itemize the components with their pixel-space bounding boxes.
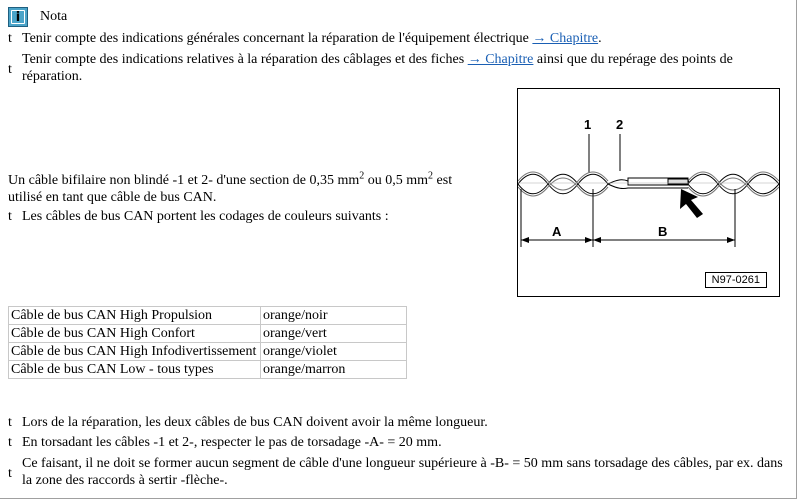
color-cell: orange/violet (261, 343, 407, 361)
arrowhead (521, 237, 529, 243)
twisted-cable (518, 172, 779, 196)
table-row (9, 307, 407, 325)
color-cell: orange/vert (261, 325, 407, 343)
label-2: 2 (616, 117, 624, 132)
color-cell: orange/noir (261, 307, 407, 325)
dim-a-label: A (552, 224, 562, 239)
info-icon: i (8, 7, 28, 27)
figure-reference: N97-0261 (705, 272, 767, 288)
color-cell: orange/marron (261, 361, 407, 379)
cable-cell: Câble de bus CAN Low - tous types (9, 361, 261, 379)
note-item: t Tenir compte des indications relatives à la réparation des câblages et des fiches → Chapitre ainsi que du repérage des points de réparation. (8, 51, 788, 85)
arrowhead (585, 237, 593, 243)
cable-illustration (518, 89, 779, 296)
arrowhead (727, 237, 735, 243)
instruction-item: t Lors de la réparation, les deux câbles de bus CAN doivent avoir la même longueur. (8, 415, 488, 430)
bullet-marker: t (8, 31, 12, 46)
codes-intro-item: t Les câbles de bus CAN portent les codages de couleurs suivants : (8, 209, 389, 224)
chapter-link[interactable]: → Chapitre (532, 31, 599, 46)
arrowhead (593, 237, 601, 243)
bullet-marker: t (8, 62, 12, 77)
cable-cell: Câble de bus CAN High Infodivertissement (9, 343, 261, 361)
note-item: t Tenir compte des indications générales concernant la réparation de l'équipement électrique → Chapitre. (8, 31, 602, 46)
bullet-marker: t (8, 415, 12, 430)
table-row (9, 343, 407, 361)
table-row (9, 361, 407, 379)
cable-cell: Câble de bus CAN High Propulsion (9, 307, 261, 325)
label-1: 1 (584, 117, 592, 132)
chapter-link[interactable]: → Chapitre (467, 52, 534, 67)
instruction-item: t Ce faisant, il ne doit se former aucun segment de câble d'une longueur supérieure à -B- = 50 mm sans torsadage des câbles, par ex. dans la zone des raccords à sertir -flèche-. (8, 455, 788, 489)
note-header (8, 6, 67, 28)
intro-paragraph: Un câble bifilaire non blindé -1 et 2- d'une section de 0,35 $mm^2$ ou 0,5 $mm^2$ est utilisé en tant que câble de bus CAN. (8, 170, 453, 205)
instruction-item: t En torsadant les câbles -1 et 2-, respecter le pas de torsadage -A- = 20 mm. (8, 435, 442, 450)
dim-b-label: B (658, 224, 668, 239)
bullet-marker: t (8, 209, 12, 224)
can-cable-diagram (517, 88, 780, 297)
cable-cell: Câble de bus CAN High Confort (9, 325, 261, 343)
bullet-marker: t (8, 435, 12, 450)
table-row (9, 325, 407, 343)
color-codes-table (8, 306, 407, 379)
bullet-marker: t (8, 466, 12, 481)
note-title: Nota (40, 9, 68, 24)
